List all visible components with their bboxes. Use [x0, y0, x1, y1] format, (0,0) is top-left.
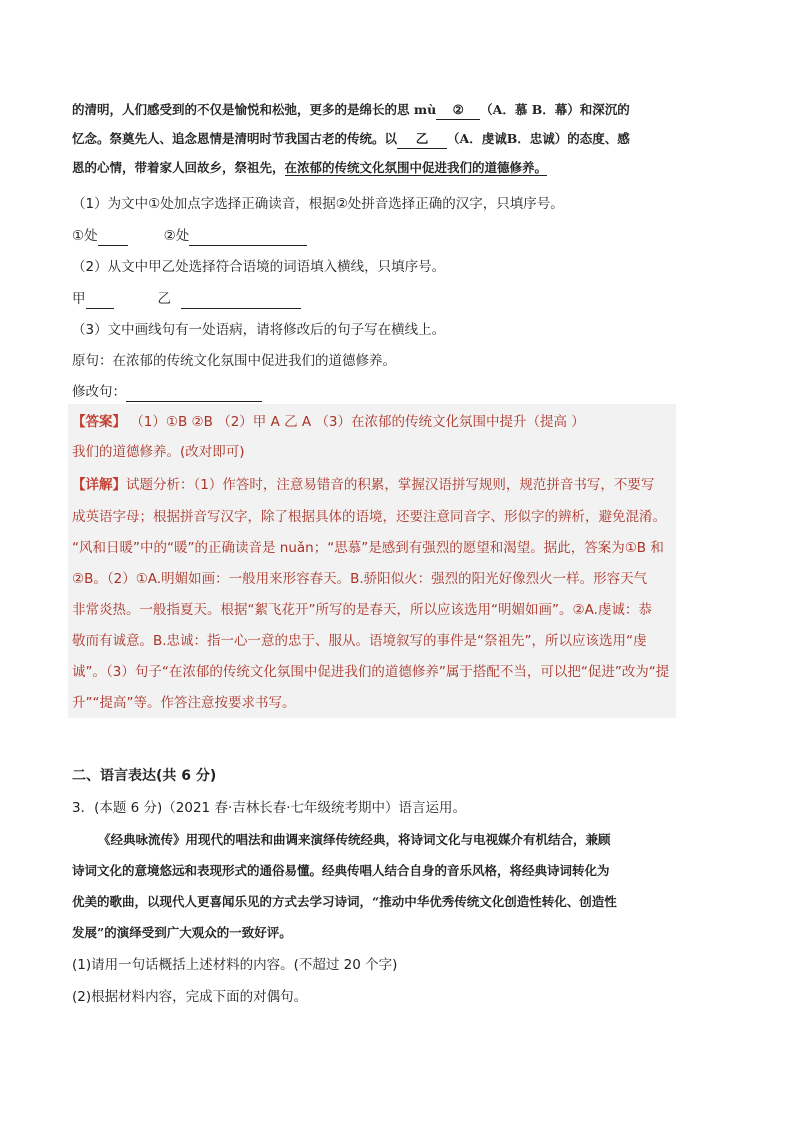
detail-line-4: ②B。（2）①A.明媚如画：一般用来形容春天。B.骄阳似火：强烈的阳光好像烈火一样。形容天气: [72, 571, 648, 587]
passage-line-3: [72, 159, 547, 177]
passage-text: 的清明，人们感受到的不仅是愉悦和松弛，更多的是绵长的思 mù: [72, 102, 437, 117]
original-sentence: 原句：在浓郁的传统文化氛围中促进我们的道德修养。: [72, 353, 396, 369]
passage-text: （A．虔诚B．忠诚）的态度、感: [447, 131, 630, 146]
sub-question-2: (2)根据材料内容，完成下面的对偶句。: [72, 989, 308, 1005]
detail-tag: 【详解】: [72, 477, 126, 493]
sub-question-1: (1)请用一句话概括上述材料的内容。(不超过 20 个字): [72, 957, 398, 973]
answer-line-1: [72, 413, 585, 431]
answer-blank: [126, 383, 262, 402]
detail-line-8: 升”“提高”等。作答注意按要求书写。: [72, 695, 296, 711]
label-1: ①处: [72, 228, 98, 244]
material-line-4: 发展”的演绎受到广大观众的一致好评。: [72, 925, 292, 940]
detail-text: 试题分析：（1）作答时，注意易错音的积累，掌握汉语拼写规则，规范拼音书写，不要写: [126, 477, 655, 493]
label-2: ②处: [163, 228, 190, 244]
blank-yi: [397, 130, 447, 149]
passage-text: （A．慕 B．幕）和深沉的: [480, 102, 630, 117]
underlined-sentence: 在浓郁的传统文化氛围中促进我们的道德修养。: [284, 160, 548, 175]
detail-line-1: [72, 476, 654, 494]
question-1: （1）为文中①处加点字选择正确读音，根据②处拼音选择正确的汉字，只填序号。: [72, 196, 564, 212]
material-line-2: 诗词文化的意境悠远和表现形式的通俗易懂。经典传唱人结合自身的音乐风格，将经典诗词转化为: [72, 863, 610, 878]
passage-line-1: [72, 101, 630, 120]
detail-line-7: 诚”。（3）句子“在浓郁的传统文化氛围中促进我们的道德修养”属于搭配不当，可以把“促进”改为“提: [72, 664, 670, 680]
passage-text: 忆念。祭奠先人、追念恩情是清明时节我国古老的传统。以: [72, 131, 398, 146]
answer-line-2: 我们的道德修养。(改对即可): [72, 444, 245, 460]
material-line-3: 优美的歌曲，以现代人更喜闻乐见的方式去学习诗词，“推动中华优秀传统文化创造性转化、创造性: [72, 894, 617, 909]
answer-tag: 【答案】: [72, 414, 126, 430]
answer-blank: [86, 290, 114, 309]
blank-yi-label: 乙: [415, 131, 429, 146]
question-3: （3）文中画线句有一处语病，请将修改后的句子写在横线上。: [72, 322, 446, 338]
answer-blank: [189, 227, 307, 246]
label-yi: 乙: [157, 291, 171, 307]
detail-line-3: “风和日暖”中的“暖”的正确读音是 nuǎn；“思慕”是感到有强烈的愿望和渴望。据此，答案为①B 和: [72, 540, 664, 556]
detail-line-5: 非常炎热。一般指夏天。根据“絮飞花开”所写的是春天，所以应该选用“明媚如画”。②A.虔诚：恭: [72, 602, 652, 618]
material-line-1: 《经典咏流传》用现代的唱法和曲调来演绎传统经典，将诗词文化与电视媒介有机结合，兼顾: [98, 832, 611, 847]
blank-2-label: ②: [452, 102, 464, 117]
section-heading: 二、语言表达(共 6 分): [72, 768, 217, 784]
answer-row-1: [72, 227, 307, 246]
label-jia: 甲: [72, 291, 86, 307]
passage-line-2: [72, 130, 630, 149]
question-2: （2）从文中甲乙处选择符合语境的词语填入横线，只填序号。: [72, 259, 446, 275]
revised-row: [72, 383, 262, 402]
passage-text: 恩的心情，带着家人回故乡，祭祖先，: [72, 160, 285, 175]
answer-row-2: [72, 290, 301, 309]
answer-blank: [98, 227, 128, 246]
answer-text: （1）①B ②B （2）甲 A 乙 A （3）在浓郁的传统文化氛围中提升（提高 ）: [126, 414, 585, 430]
revised-label: 修改句：: [72, 384, 126, 400]
question-3-header: 3．(本题 6 分)（2021 春·吉林长春·七年级统考期中）语言运用。: [72, 800, 467, 816]
blank-2: [436, 101, 480, 120]
answer-blank: [181, 290, 301, 309]
detail-line-2: 成英语字母；根据拼音写汉字，除了根据具体的语境，还要注意同音字、形似字的辨析，避免混淆。: [72, 509, 666, 525]
detail-line-6: 敬而有诚意。B.忠诚：指一心一意的忠于、服从。语境叙写的事件是“祭祖先”，所以应该选用“虔: [72, 633, 647, 649]
